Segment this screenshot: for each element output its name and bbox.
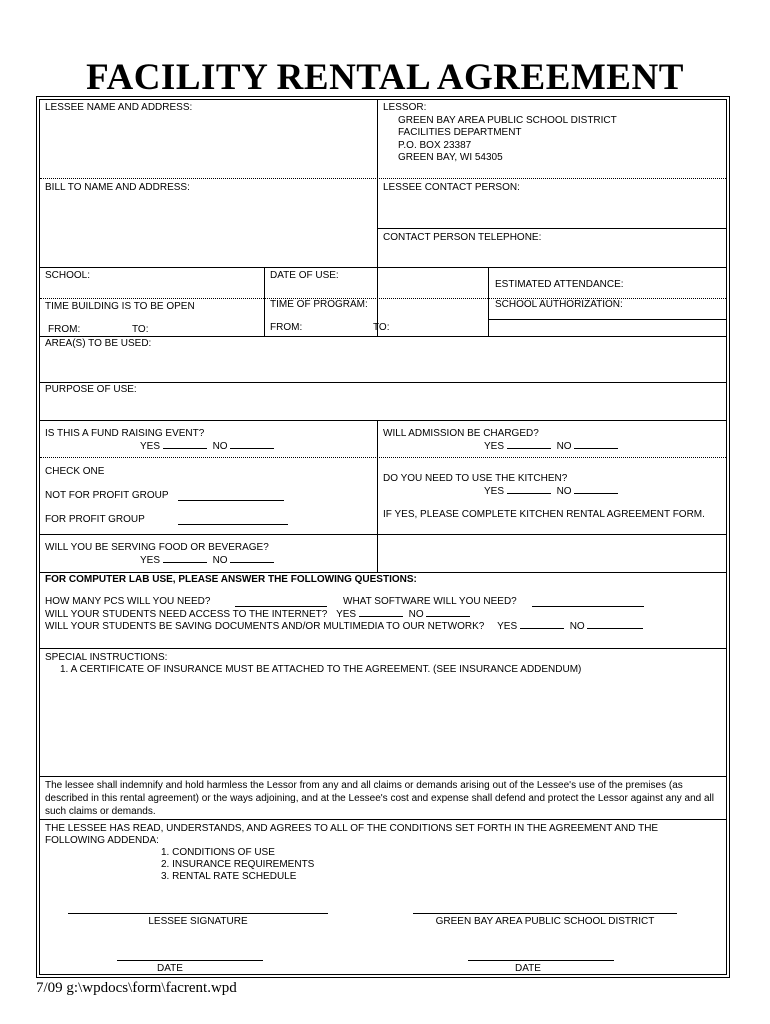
time-open-label: TIME BUILDING IS TO BE OPEN [45,301,195,312]
district-signature-line[interactable] [413,913,677,914]
lessor-line-1: GREEN BAY AREA PUBLIC SCHOOL DISTRICT [398,115,617,126]
not-for-profit-field[interactable] [178,492,284,501]
contact-person-label: LESSEE CONTACT PERSON: [383,182,520,193]
addendum-3: 3. RENTAL RATE SCHEDULE [161,871,297,882]
lessor-label: LESSOR: [383,102,427,113]
lessee-date-label: DATE [157,963,183,974]
contact-phone-field[interactable] [383,245,723,265]
saving-no-label: NO [569,621,585,632]
saving-yes-label: YES [497,621,518,632]
purpose-label: PURPOSE OF USE: [45,384,137,395]
for-profit-field[interactable] [178,516,288,525]
time-program-label: TIME OF PROGRAM: [270,299,368,310]
lessor-line-4: GREEN BAY, WI 54305 [398,152,503,163]
lessee-name-field[interactable] [45,114,371,176]
lessee-date-line[interactable] [117,960,263,961]
lessee-name-label: LESSEE NAME AND ADDRESS: [45,102,193,113]
lessor-line-3: P.O. BOX 23387 [398,140,472,151]
divider [488,319,726,320]
divider [40,534,726,535]
food-no-field[interactable] [230,554,274,563]
time-open-from-label: FROM: [48,324,81,335]
contact-phone-label: CONTACT PERSON TELEPHONE: [383,232,542,243]
food-yes-label: YES [140,555,161,566]
special-instructions-item-1: 1. A CERTIFICATE OF INSURANCE MUST BE ATTACHED TO THE AGREEMENT. (SEE INSURANCE ADDENDUM) [60,664,582,675]
kitchen-no-field[interactable] [574,485,618,494]
food-label: WILL YOU BE SERVING FOOD OR BEVERAGE? [45,542,269,553]
software-label: WHAT SOFTWARE WILL YOU NEED? [343,596,517,607]
divider [40,572,726,573]
fund-raising-no-field[interactable] [230,440,274,449]
kitchen-no-label: NO [556,486,572,497]
district-signature-label: GREEN BAY AREA PUBLIC SCHOOL DISTRICT [435,916,655,927]
form-frame [36,96,730,978]
saving-yes-field[interactable] [520,620,564,629]
for-profit-label: FOR PROFIT GROUP [45,514,145,525]
lessee-signature-line[interactable] [68,913,328,914]
admission-yes-field[interactable] [507,440,551,449]
date-of-use-label: DATE OF USE: [270,270,339,281]
form-title: FACILITY RENTAL AGREEMENT [86,57,684,98]
addendum-1: 1. CONDITIONS OF USE [161,847,275,858]
check-one-label: CHECK ONE [45,466,105,477]
special-instructions-label: SPECIAL INSTRUCTIONS: [45,652,168,663]
food-yes-field[interactable] [163,554,207,563]
divider [40,382,726,383]
fund-raising-label: IS THIS A FUND RAISING EVENT? [45,428,205,439]
time-program-to-label: TO: [373,322,390,333]
school-label: SCHOOL: [45,270,91,281]
divider [40,298,726,299]
lessor-line-2: FACILITIES DEPARTMENT [398,127,522,138]
time-program-from-label: FROM: [270,322,303,333]
fund-raising-yes-field[interactable] [163,440,207,449]
internet-yes-label: YES [336,609,357,620]
internet-label: WILL YOUR STUDENTS NEED ACCESS TO THE INTERNET? [45,609,328,620]
food-no-label: NO [212,555,228,566]
column-divider [377,100,378,336]
form-body [39,99,727,975]
agreement-line-2: FOLLOWING ADDENDA: [45,835,159,846]
lessee-signature-label: LESSEE SIGNATURE [148,916,248,927]
divider [40,648,726,649]
estimated-attendance-label: ESTIMATED ATTENDANCE: [495,279,624,290]
district-date-line[interactable] [468,960,614,961]
internet-yes-field[interactable] [359,608,403,617]
admission-label: WILL ADMISSION BE CHARGED? [383,428,539,439]
bill-to-label: BILL TO NAME AND ADDRESS: [45,182,190,193]
areas-label: AREA(S) TO BE USED: [45,338,152,349]
areas-field[interactable] [45,351,725,379]
divider [40,267,726,268]
admission-no-field[interactable] [574,440,618,449]
not-for-profit-label: NOT FOR PROFIT GROUP [45,490,169,501]
column-divider [377,420,378,572]
contact-person-field[interactable] [383,195,723,225]
fund-raising-yes-label: YES [140,441,161,452]
district-date-label: DATE [515,963,541,974]
divider [40,420,726,421]
time-open-to-label: TO: [132,324,149,335]
column-divider [488,267,489,336]
software-field[interactable] [532,598,644,607]
kitchen-yes-label: YES [484,486,505,497]
saving-label: WILL YOUR STUDENTS BE SAVING DOCUMENTS AND/OR MULTIMEDIA TO OUR NETWORK? [45,621,485,632]
internet-no-label: NO [408,609,424,620]
footer-file-path: 7/09 g:\wpdocs\form\facrent.wpd [36,980,237,996]
indemnify-paragraph: The lessee shall indemnify and hold harmless the Lessor from any and all claims or demands arising out of the Lessee's use of the premises (as described in this rental agreement) or the ways adjoining, and at the Lessee's cost and expense shall defend and protect the Lessor against any and all such claims or demands. [45,780,714,817]
column-divider [264,267,265,336]
pcs-field[interactable] [235,598,327,607]
agreement-line-1: THE LESSEE HAS READ, UNDERSTANDS, AND AGREES TO ALL OF THE CONDITIONS SET FORTH IN THE AGREEMENT AND THE [45,823,659,834]
kitchen-note: IF YES, PLEASE COMPLETE KITCHEN RENTAL AGREEMENT FORM. [383,509,705,520]
saving-no-field[interactable] [587,620,643,629]
kitchen-label: DO YOU NEED TO USE THE KITCHEN? [383,473,568,484]
divider [40,457,726,458]
divider [40,178,726,179]
addendum-2: 2. INSURANCE REQUIREMENTS [161,859,315,870]
divider [40,776,726,777]
bill-to-field[interactable] [45,195,371,265]
kitchen-yes-field[interactable] [507,485,551,494]
admission-no-label: NO [556,441,572,452]
divider [377,228,726,229]
divider [40,819,726,820]
special-instructions-field[interactable] [45,678,725,772]
pcs-label: HOW MANY PCS WILL YOU NEED? [45,596,211,607]
fund-raising-no-label: NO [212,441,228,452]
admission-yes-label: YES [484,441,505,452]
purpose-field[interactable] [45,397,725,417]
school-authorization-label: SCHOOL AUTHORIZATION: [495,299,623,310]
divider [40,336,726,337]
internet-no-field[interactable] [426,608,470,617]
computer-lab-heading: FOR COMPUTER LAB USE, PLEASE ANSWER THE FOLLOWING QUESTIONS: [45,574,417,585]
